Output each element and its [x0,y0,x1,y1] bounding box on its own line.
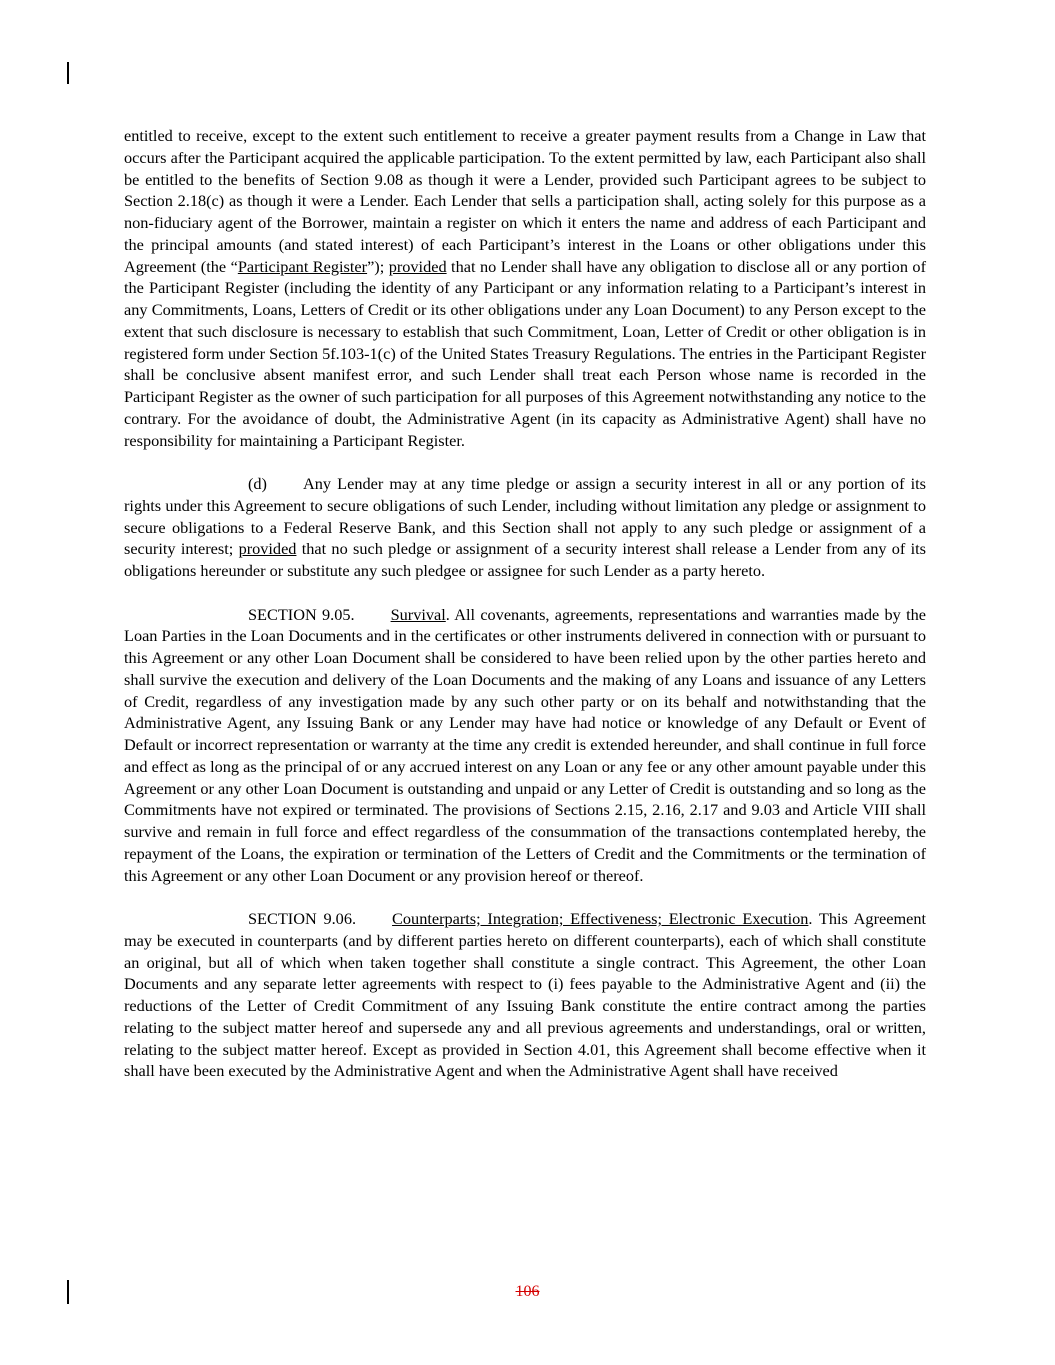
provided-term: provided [238,539,297,559]
section-number: SECTION 9.06. [248,909,357,928]
section-heading: Counterparts; Integration; Effectiveness; Electronic Execution [392,909,809,928]
defined-term-participant-register: Participant Register [237,256,368,276]
section-heading: Survival [390,604,446,624]
paragraph-participant-register: entitled to receive, except to the extent such entitlement to receive a greater payment results from a Change in Law that occurs after the Participant acquired the applicable participation. To the extent permitted by law, each Participant also shall be entitled to the benefits of Section 9.08 as though it were a Lender, provided such Participant agrees to be subject to Section 2.18(c) as though it were a Lender. Each Lender that sells a participation shall, acting solely for this purpose as a non-fiduciary agent of the Borrower, maintain a register on which it enters the name and address of each Participant and the principal amounts (and stated interest) of each Participant’s interest in the Loans or other obligations under this Agreement (the “Participant Register”); provided that no Lender shall have any obligation to disclose all or any portion of the Participant Register (including the identity of any Participant or any information relating to a Participant’s interest in any Commitments, Loans, Letters of Credit or its other obligations under any Loan Document) to any Person except to the extent that such disclosure is necessary to establish that such Commitment, Loan, Letter of Credit or other obligation is in registered form under Section 5f.103-1(c) of the United States Treasury Regulations. The entries in the Participant Register shall be conclusive absent manifest error, and such Lender shall treat each Person whose name is recorded in the Participant Register as the owner of such participation for all purposes of this Agreement notwithstanding any notice to the contrary. For the avoidance of doubt, the Administrative Agent (in its capacity as Administrative Agent) shall have no responsibility for maintaining a Participant Register. [124,126,926,450]
page-number: 106 [515,1283,540,1300]
change-bar-top [67,62,69,84]
section-9-06-counterparts: SECTION 9.06. Counterparts; Integration; Effectiveness; Electronic Execution. This Agreement may be executed in counterparts (and by different parties hereto on different counterparts), each of which shall constitute an original, but all of which when taken together shall constitute a single contract. This Agreement, the other Loan Documents and any separate letter agreements with respect to (i) fees payable to the Administrative Agent and (ii) the reductions of the Letter of Credit Commitment of any Issuing Bank constitute the entire contract among the parties relating to the subject matter hereof and supersede any and all previous agreements and understandings, oral or written, relating to the subject matter hereof. Except as provided in Section 4.01, this Agreement shall become effective when it shall have been executed by the Administrative Agent and when the Administrative Agent shall have received [124,909,927,1081]
paragraph-d-pledge: (d) Any Lender may at any time pledge or assign a security interest in all or any portion of its rights under this Agreement to secure obligations of such Lender, including without limitation any pledge or assignment to secure obligations to a Federal Reserve Bank, and this Section shall not apply to any such pledge or assignment of a security interest; provided that no such pledge or assignment of a security interest shall release a Lender from any of its obligations hereunder or substitute any such pledgee or assignee for such Lender as a party hereto. [124,474,926,580]
provided-term: provided [388,256,447,276]
document-body [124,125,926,1104]
section-number: SECTION 9.05. [248,604,355,624]
section-9-05-survival: SECTION 9.05. Survival. All covenants, agreements, representations and warranties made by the Loan Parties in the Loan Documents and in the certificates or other instruments delivered in connection with or pursuant to this Agreement or any other Loan Document shall be considered to have been relied upon by the other parties hereto and shall survive the execution and delivery of the Loan Documents and the making of any Loans and issuance of any Letters of Credit, regardless of any investigation made by any such other party or on its behalf and notwithstanding that the Administrative Agent, any Issuing Bank or any Lender may have had notice or knowledge of any Default or Event of Default or incorrect representation or warranty at the time any credit is extended hereunder, and shall continue in full force and effect as long as the principal of or any accrued interest on any Loan or any fee or any other amount payable under this Agreement or any other Loan Document is outstanding and unpaid or any Letter of Credit is outstanding and so long as the Commitments have not expired or terminated. The provisions of Sections 2.15, 2.16, 2.17 and 9.03 and Article VIII shall survive and remain in full force and effect regardless of the consummation of the transactions contemplated hereby, the repayment of the Loans, the expiration or termination of the Letters of Credit and the Commitments or the termination of this Agreement or any other Loan Document or any provision hereof or thereof. [124,604,926,885]
clause-label: (d) [248,474,267,493]
